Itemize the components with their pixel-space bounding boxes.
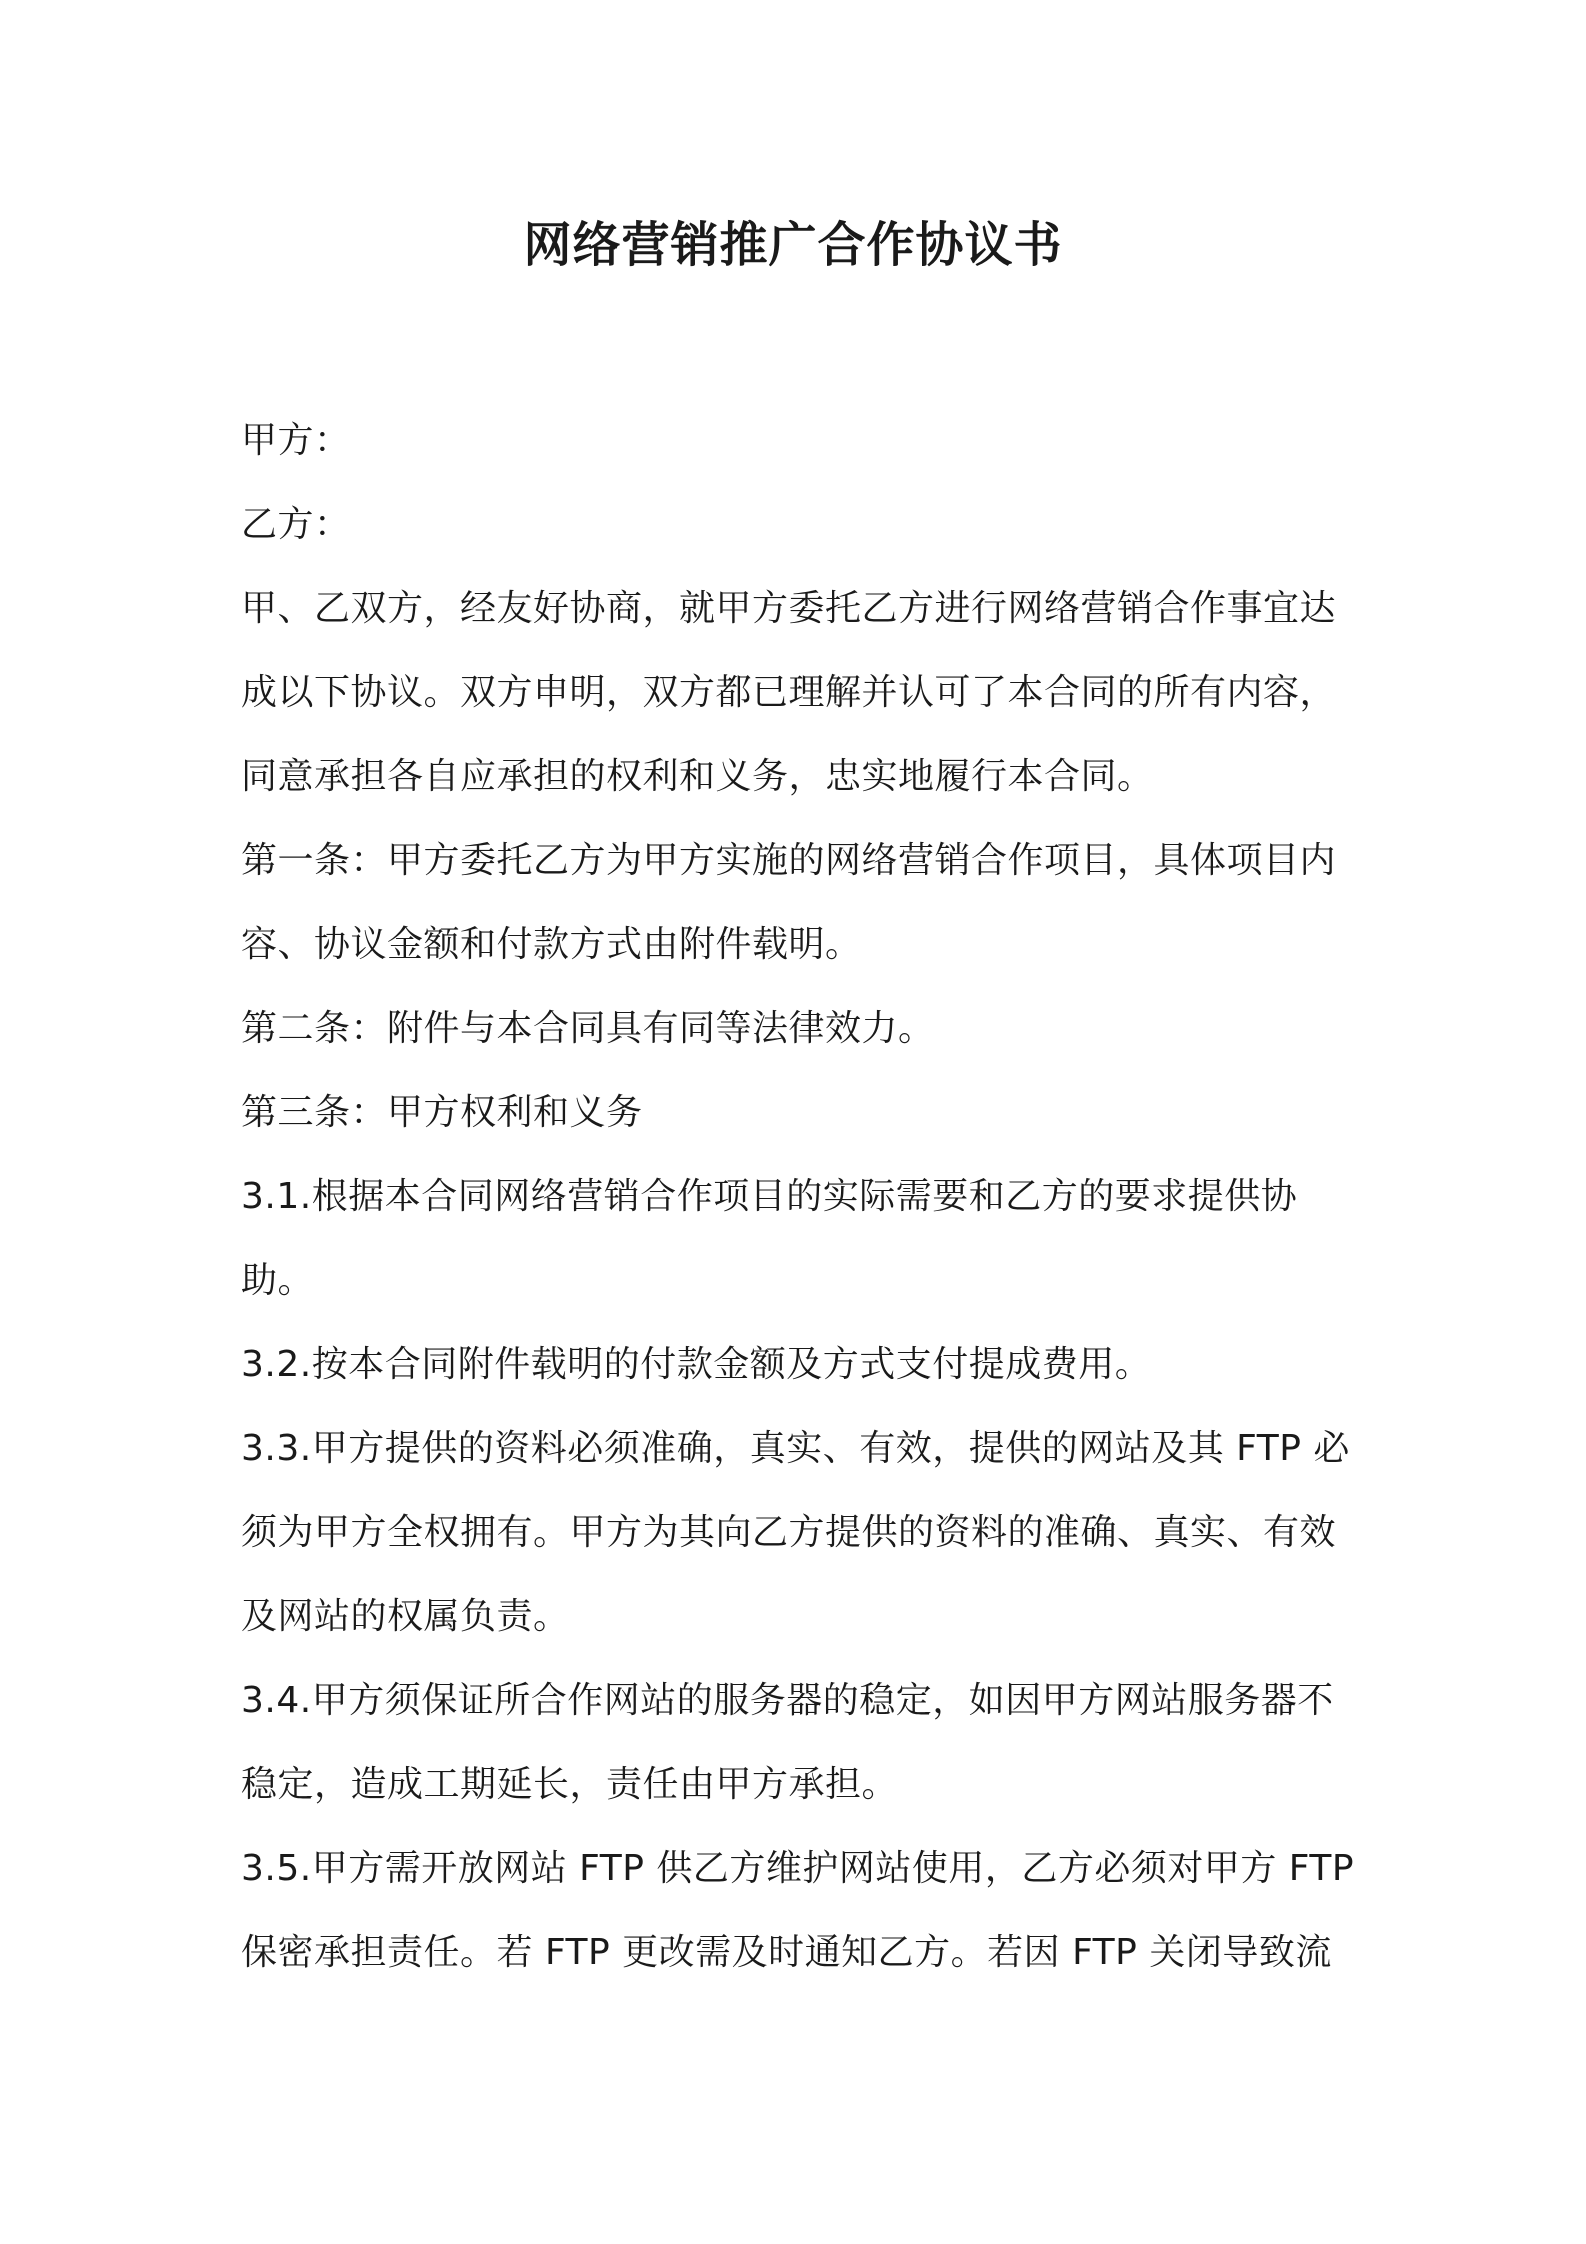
clause-3-5-line: 保密承担责任。若 FTP 更改需及时通知乙方。若因 FTP 关闭导致流 bbox=[241, 1932, 1332, 1973]
article-2-line: 第二条：附件与本合同具有同等法律效力。 bbox=[241, 1008, 935, 1049]
clause-3-1-line: 3.1.根据本合同网络营销合作项目的实际需要和乙方的要求提供协 bbox=[241, 1176, 1298, 1217]
clause-3-3-line: 3.3.甲方提供的资料必须准确，真实、有效，提供的网站及其 FTP 必 bbox=[241, 1428, 1350, 1469]
clause-3-4-line: 3.4.甲方须保证所合作网站的服务器的稳定，如因甲方网站服务器不 bbox=[241, 1680, 1334, 1721]
clause-3-3-line: 及网站的权属负责。 bbox=[241, 1596, 570, 1637]
preamble-line: 甲、乙双方，经友好协商，就甲方委托乙方进行网络营销合作事宜达 bbox=[241, 588, 1337, 629]
preamble-line: 同意承担各自应承担的权利和义务，忠实地履行本合同。 bbox=[241, 756, 1154, 797]
clause-3-3-line: 须为甲方全权拥有。甲方为其向乙方提供的资料的准确、真实、有效 bbox=[241, 1512, 1337, 1553]
party-b-line: 乙方： bbox=[241, 504, 351, 545]
clause-3-4-line: 稳定，造成工期延长，责任由甲方承担。 bbox=[241, 1764, 899, 1805]
document-title: 网络营销推广合作协议书 bbox=[523, 217, 1063, 273]
clause-3-1-line: 助。 bbox=[241, 1260, 315, 1301]
article-1-line: 第一条：甲方委托乙方为甲方实施的网络营销合作项目，具体项目内 bbox=[241, 840, 1337, 881]
article-3-heading: 第三条：甲方权利和义务 bbox=[241, 1092, 643, 1133]
clause-3-2-line: 3.2.按本合同附件载明的付款金额及方式支付提成费用。 bbox=[241, 1344, 1152, 1385]
preamble-line: 成以下协议。双方申明，双方都已理解并认可了本合同的所有内容， bbox=[241, 672, 1337, 713]
party-a-line: 甲方： bbox=[241, 420, 351, 461]
clause-3-5-line: 3.5.甲方需开放网站 FTP 供乙方维护网站使用，乙方必须对甲方 FTP bbox=[241, 1848, 1355, 1889]
document-body bbox=[241, 399, 1361, 1995]
article-1-line: 容、协议金额和付款方式由附件载明。 bbox=[241, 924, 862, 965]
